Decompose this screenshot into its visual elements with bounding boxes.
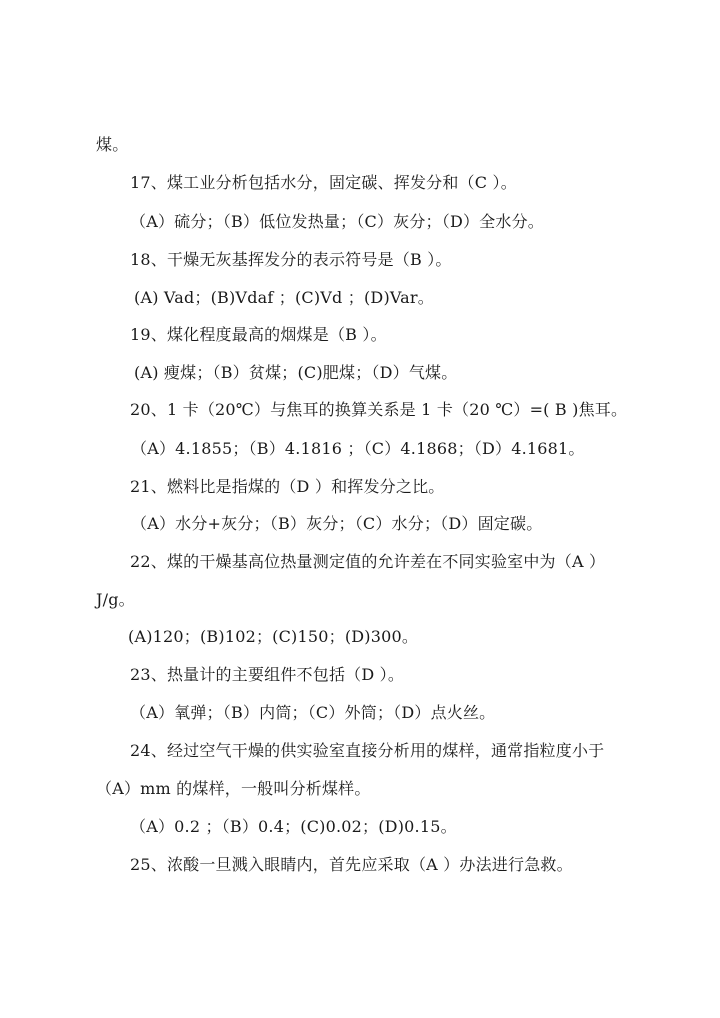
question-22-continued: J/g。 [96, 590, 135, 609]
question-22-options: (A)120；(B)102；(C)150；(D)300。 [128, 627, 419, 646]
question-19: 19、煤化程度最高的烟煤是（B ）。 [130, 325, 387, 344]
question-21-options: （A）水分+灰分；（B）灰分；（C）水分；（D）固定碳。 [131, 514, 543, 533]
question-24-options: （A）0.2 ；（B）0.4；(C)0.02；(D)0.15。 [130, 817, 457, 836]
question-22: 22、煤的干燥基高位热量测定值的允许差在不同实验室中为（A ） [130, 552, 606, 571]
question-19-options: (A) 瘦煤；（B）贫煤；(C)肥煤；（D）气煤。 [134, 363, 458, 382]
question-23: 23、热量计的主要组件不包括（D ）。 [130, 665, 405, 684]
question-21: 21、燃料比是指煤的（D ）和挥发分之比。 [130, 477, 445, 496]
question-20: 20、1 卡（20℃）与焦耳的换算关系是 1 卡（20 ℃）=( B )焦耳。 [130, 400, 628, 419]
question-23-options: （A）氧弹；（B）内筒；（C）外筒；（D）点火丝。 [130, 703, 496, 722]
question-24: 24、经过空气干燥的供实验室直接分析用的煤样，通常指粒度小于 [130, 741, 605, 760]
question-18: 18、干燥无灰基挥发分的表示符号是（B ）。 [130, 250, 452, 269]
question-17: 17、煤工业分析包括水分，固定碳、挥发分和（C ）。 [130, 173, 517, 192]
question-25: 25、浓酸一旦溅入眼睛内，首先应采取（A ）办法进行急救。 [130, 855, 573, 874]
text-line-continuation: 煤。 [96, 135, 129, 154]
question-24-continued: （A）mm 的煤样，一般叫分析煤样。 [96, 779, 371, 798]
question-18-options: (A) Vad；(B)Vdaf ；(C)Vd ；(D)Var。 [134, 288, 434, 307]
question-20-options: （A）4.1855；（B）4.1816 ；（C）4.1868；（D）4.1681。 [131, 439, 585, 458]
question-17-options: （A）硫分；（B）低位发热量；（C）灰分；（D）全水分。 [130, 212, 544, 231]
